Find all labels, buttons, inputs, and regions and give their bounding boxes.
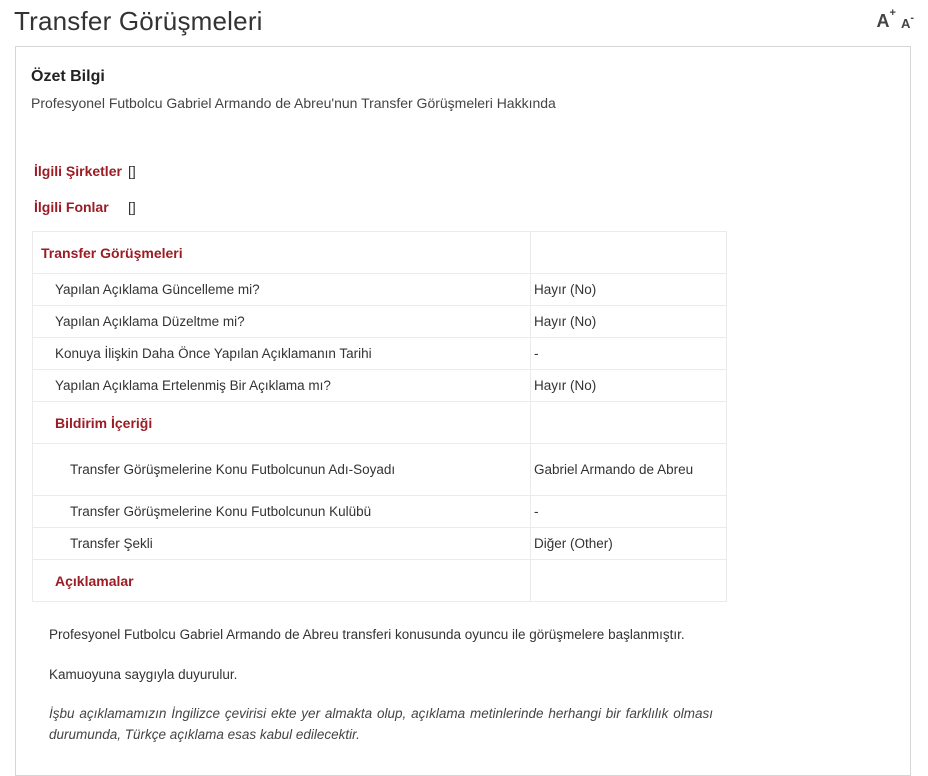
empty-cell <box>531 560 727 602</box>
summary-heading: Özet Bilgi <box>31 68 105 85</box>
disclosure-table <box>32 231 727 602</box>
row-label: Yapılan Açıklama Düzeltme mi? <box>33 306 531 338</box>
row-value: Hayır (No) <box>531 370 727 402</box>
font-size-controls <box>876 7 915 31</box>
row-label: Yapılan Açıklama Ertelenmiş Bir Açıklama mı? <box>33 370 531 402</box>
related-funds-link[interactable]: İlgili Fonlar <box>34 199 109 215</box>
table-row <box>33 370 727 402</box>
row-value: Hayır (No) <box>531 274 727 306</box>
font-decrease-label: A <box>900 16 911 31</box>
font-increase-button[interactable] <box>876 7 896 31</box>
notes-paragraph: Profesyonel Futbolcu Gabriel Armando de Abreu transferi konusunda oyuncu ile görüşmelere başlanmıştır. <box>49 627 685 642</box>
table-row <box>33 306 727 338</box>
empty-cell <box>531 402 727 444</box>
font-decrease-button[interactable] <box>900 12 914 31</box>
related-companies-link[interactable]: İlgili Şirketler <box>34 163 122 179</box>
table-row <box>33 496 727 528</box>
row-label: Yapılan Açıklama Güncelleme mi? <box>33 274 531 306</box>
table-section-row <box>33 402 727 444</box>
plus-icon: + <box>889 7 896 19</box>
minus-icon: - <box>910 12 914 24</box>
table-row <box>33 274 727 306</box>
empty-cell <box>531 232 727 274</box>
table-row <box>33 338 727 370</box>
row-label: Konuya İlişkin Daha Önce Yapılan Açıklamanın Tarihi <box>33 338 531 370</box>
row-value: Hayır (No) <box>531 306 727 338</box>
row-value: - <box>531 496 727 528</box>
row-label: Transfer Şekli <box>33 528 531 560</box>
translation-disclaimer: İşbu açıklamamızın İngilizce çevirisi ekte yer almakta olup, açıklama metinlerinde herhangi bir farklılık olması durumunda, Türkçe açıklama esas kabul edilecektir. <box>49 706 713 742</box>
row-label: Transfer Görüşmelerine Konu Futbolcunun Adı-Soyadı <box>33 444 531 496</box>
page-title: Transfer Görüşmeleri <box>14 6 263 36</box>
related-companies-value: [] <box>128 163 136 179</box>
table-row <box>33 528 727 560</box>
section-title-transfer: Transfer Görüşmeleri <box>33 232 531 274</box>
table-row <box>33 444 727 496</box>
related-funds-value: [] <box>128 199 136 215</box>
section-title-content: Bildirim İçeriği <box>33 402 531 444</box>
row-value: Gabriel Armando de Abreu <box>531 444 727 496</box>
font-increase-label: A <box>876 11 890 31</box>
summary-text: Profesyonel Futbolcu Gabriel Armando de Abreu'nun Transfer Görüşmeleri Hakkında <box>31 95 556 111</box>
section-title-notes: Açıklamalar <box>33 560 531 602</box>
row-value: - <box>531 338 727 370</box>
closing-paragraph: Kamuoyuna saygıyla duyurulur. <box>49 667 238 682</box>
row-label: Transfer Görüşmelerine Konu Futbolcunun Kulübü <box>33 496 531 528</box>
disclosure-panel <box>15 46 911 776</box>
table-section-row <box>33 560 727 602</box>
table-section-row <box>33 232 727 274</box>
row-value: Diğer (Other) <box>531 528 727 560</box>
